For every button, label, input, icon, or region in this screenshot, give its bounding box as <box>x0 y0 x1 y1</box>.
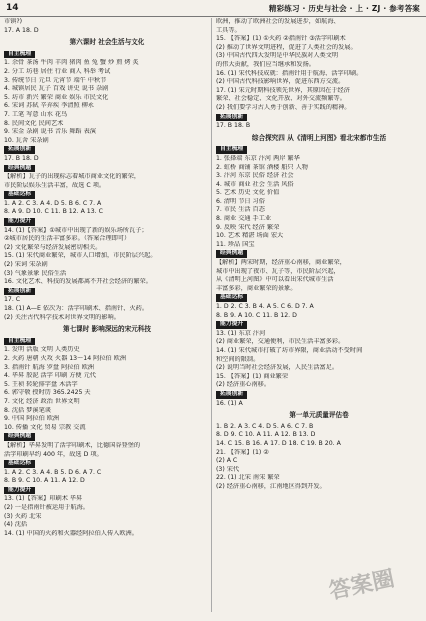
answer-line: 8. 沈括 梦溪笔谈 <box>4 406 51 414</box>
answer-line: 14. (1) 中国的火药和火器经阿拉伯人传入欧洲。 <box>4 529 138 537</box>
section-tag: 拓展创新 <box>216 114 247 122</box>
answer-line: 【解析】毕昇发明了活字印刷术，比德国谷登堡的 <box>4 441 141 449</box>
answer-line: 4. 城镇居民 瓦子 百戏 讲史 说书 杂剧 <box>4 85 109 93</box>
answer-line: 15. 【答案】(1) 商业繁荣 <box>216 372 289 380</box>
answer-line: 市镇?) <box>4 18 23 25</box>
answer-line: 5. 王祯 转轮排字盘 木活字 <box>4 380 78 388</box>
answer-line: 市民阶层娱乐生活丰富，故选 C 项。 <box>4 181 106 189</box>
answer-line: 1. 发明 活版 文明 人类历史 <box>4 346 80 354</box>
answer-line: 17. C <box>4 296 21 304</box>
section-tag: 基础达标 <box>4 460 35 468</box>
answer-line: (2) 一是指南针被运用于航海。 <box>4 504 89 512</box>
answer-line: 欧洲，推动了欧洲社会的发展进步，如航海、 <box>216 18 340 25</box>
section-tag: 自主梳理 <box>4 338 35 346</box>
section-tag: 拓展创新 <box>4 146 35 154</box>
answer-line: 16. 文化艺术、科技的发展都离不开社会经济的繁荣。 <box>4 278 152 286</box>
answer-line: 14. C 15. B 16. A 17. D 18. C 19. B 20. A <box>216 439 341 447</box>
answer-line: 13. (1)【答案】印刷术 毕昇 <box>4 495 83 503</box>
answer-line: 4. 毕昇 胶泥 活字 印刷 方便 元代 <box>4 372 96 380</box>
section-tag-row <box>4 190 210 200</box>
section-tag: 能力提升 <box>4 487 35 495</box>
answer-line: 3. 汴河 东京 民俗 经济 社会 <box>216 172 294 180</box>
answer-line: 7. 工笔 写意 山水 花鸟 <box>4 110 68 118</box>
section-tag-row <box>4 50 210 60</box>
answer-line: 1. A 2. C 3. A 4. D 5. B 6. C 7. A <box>4 199 102 207</box>
answer-line: (3) 气象景象 民俗生活 <box>4 269 67 277</box>
answer-line: 10. 瓦舍 宋杂剧 <box>4 136 49 144</box>
answer-line: 2. 火药 唐朝 火攻 火器 13～14 阿拉伯 欧洲 <box>4 354 127 362</box>
answer-line: 的伟大贡献，我们应当继承和发扬。 <box>216 60 315 68</box>
section-tag: 基础达标 <box>4 191 35 199</box>
section-tag-row <box>216 113 422 123</box>
answer-line: 14. (1) 宋代城市打破了坊市界限，商业活动不受时间 <box>216 346 363 354</box>
answer-line: (4) 沈括 <box>4 521 28 529</box>
answer-line: 3. 传统节日 元旦 元宵节 端午 中秋节 <box>4 76 107 84</box>
answer-line: 丰富多彩，商业繁荣的景象。 <box>216 284 297 292</box>
answer-line: 8. B 9. A 10. C 11. B 12. D <box>216 311 297 319</box>
answer-line: 2. 虹桥 商铺 茶馆 酒楼 船只 人物 <box>216 163 308 171</box>
lesson-title: 第七课时 影响深远的宋元科技 <box>62 325 151 334</box>
answer-line: 6. 清明 节日 习俗 <box>216 197 265 205</box>
section-tag: 能力提升 <box>216 321 247 329</box>
answer-line: 【解析】瓦子的出现标志着城市商业文化的繁荣， <box>4 173 141 181</box>
answer-line: 17. A 18. D <box>4 26 39 34</box>
answer-line: 9. 宋金 杂剧 说书 音乐 舞蹈 表演 <box>4 128 96 136</box>
answer-line: 8. D 9. C 10. A 11. A 12. B 13. D <box>216 431 316 439</box>
answer-line: 【解析】两宋时期，经济重心南移，商业繁荣， <box>216 259 346 267</box>
answer-line: 6. 宋词 苏轼 辛弃疾 李清照 柳永 <box>4 102 94 110</box>
answer-line: (2) 宋词 宋杂剧 <box>4 261 48 269</box>
section-tag-row <box>216 390 422 400</box>
answer-line: 2. 分工 坊巷 居住 行业 商人 科举 考试 <box>4 67 111 75</box>
section-tag-row <box>4 486 210 496</box>
answer-line: 3. 指南针 航海 罗盘 阿拉伯 欧洲 <box>4 363 94 371</box>
answer-line: (2) 经济重心南移，江南地区得到开发。 <box>216 482 326 490</box>
answer-line: 5. 坊市 新兴 繁荣 商业 娱乐 市民文化 <box>4 93 109 101</box>
answer-line: (3) 中国古代四大发明是中华民族对人类文明 <box>216 52 339 60</box>
section-tag-row <box>4 164 210 174</box>
section-tag: 自主梳理 <box>216 146 247 154</box>
section-tag-row <box>4 337 210 347</box>
answer-line: 16. (1) A <box>216 399 243 407</box>
answer-line: 11. 珍品 国宝 <box>216 240 255 248</box>
answer-line: (2) 推动了世界文明进程，促进了人类社会的发展。 <box>216 43 357 51</box>
answer-line: 17. B 18. D <box>4 154 39 162</box>
answer-line: 8. B 9. C 10. A 11. A 12. D <box>4 477 85 485</box>
section-tag-row <box>216 320 422 330</box>
answer-line: 7. 文化 经济 政治 世界文明 <box>4 397 80 405</box>
answer-line: 城市中出现了夜市、瓦子等，市民阶层兴起， <box>216 267 340 275</box>
section-tag-row <box>4 432 210 442</box>
answer-line: 13. (1) 东京 汴河 <box>216 329 266 337</box>
answer-line: 17. (1) 宋元时期科技领先世界，其原因在于经济 <box>216 86 350 94</box>
answer-line: 7. 市民 生活 百态 <box>216 206 265 214</box>
answer-line: (3) 火药 北宋 <box>4 512 42 520</box>
section-tag-row <box>216 145 422 155</box>
answer-line: 1. A 2. C 3. A 4. B 5. D 6. A 7. C <box>4 468 102 476</box>
section-tag-row <box>216 249 422 259</box>
section-tag: 拓展创新 <box>216 391 247 399</box>
section-tag: 拓展创新 <box>4 288 35 296</box>
section-tag-row <box>4 217 210 227</box>
section-tag: 经典例题 <box>4 165 35 173</box>
answer-line: 17. B 18. B <box>216 122 251 130</box>
section-tag: 经典例题 <box>216 250 247 258</box>
answer-line: 21. 【答案】(1) ② <box>216 448 269 456</box>
answer-line: 9. 中国 阿拉伯 欧洲 <box>4 415 60 423</box>
answer-line: (2) 商业繁荣，交通便利，市民生活丰富多彩。 <box>216 338 345 346</box>
answer-line: 15. (1) 宋代商业繁荣，城市人口增加，市民阶层兴起。 <box>4 252 157 260</box>
answer-line: (2) 我们要学习古人勇于创新、善于实践的精神。 <box>216 103 351 111</box>
lesson-title: 第六课时 社会生活与文化 <box>69 38 145 47</box>
answer-line: (2) 文化繁荣与经济发展密切相关。 <box>4 243 102 251</box>
answer-line: 9. 反映 宋代 经济 繁荣 <box>216 223 280 231</box>
column-divider <box>211 18 212 612</box>
answer-line: 5. 艺术 历史 文化 价值 <box>216 189 280 197</box>
section-tag-row <box>216 293 422 303</box>
answer-line: 8. 民间文化 民间艺术 <box>4 119 64 127</box>
answer-line: 6. 郭守敬 授时历 365.2425 天 <box>4 389 91 397</box>
answer-line: 从《清明上河图》中可以看出宋代城市生活 <box>216 276 334 284</box>
section-tag-row <box>4 145 210 155</box>
header-title: 精彩练习 · 历史与社会 · 上 · ZJ · 参考答案 <box>268 4 420 13</box>
answer-line: (2) 说明当时社会经济发展，人民生活富足。 <box>216 364 339 372</box>
answer-line: 16. (1) 宋代科技成就：指南针用于航海、活字印刷。 <box>216 69 363 77</box>
right-column <box>216 18 422 612</box>
answer-line: 8. A 9. D 10. C 11. B 12. A 13. C <box>4 208 103 216</box>
answer-line: 1. 余骨 茶汤 牛肉 羊肉 猪肉 鱼 兔 蟹 炒 煎 烤 炙 <box>4 59 139 67</box>
section-tag: 能力提升 <box>4 218 35 226</box>
lesson-title: 综合探究四 从《清明上河图》看北宋都市生活 <box>251 133 387 142</box>
answer-line: ②城市居民的生活丰富多彩。（答案合理即可） <box>4 235 131 243</box>
lesson-title: 第一单元质量评估卷 <box>289 411 349 420</box>
section-tag-row <box>4 459 210 469</box>
answer-line: (2) 经济重心南移。 <box>216 381 271 389</box>
answer-line: 10. 艺术 精湛 场面 宏大 <box>216 232 284 240</box>
answer-line: 15. 【答案】(1) ①火药 ②指南针 ③活字印刷术 <box>216 35 346 43</box>
answer-line: 22. (1) 北宋 南宋 繁荣 <box>216 474 280 482</box>
left-column <box>4 18 210 612</box>
answer-line: 4. 城市 商业 社会 生活 风俗 <box>216 180 294 188</box>
answer-line: 1. D 2. C 3. B 4. A 5. C 6. D 7. A <box>216 303 314 310</box>
answer-line: 1. 张择端 东京 汴河 两岸 繁华 <box>216 154 300 162</box>
answer-line: 1. B 2. A 3. C 4. D 5. A 6. C 7. B <box>216 422 314 430</box>
answer-line: 工具等。 <box>216 26 241 34</box>
answer-line: 14. (1)【答案】①城市中出现了新的娱乐场所瓦子； <box>4 226 148 234</box>
answer-line: 18. (1) A—E 依次为：活字印刷术、指南针、火药。 <box>4 305 149 312</box>
answer-line: 8. 商业 交通 手工业 <box>216 215 272 223</box>
section-tag: 自主梳理 <box>4 51 35 59</box>
page-header <box>0 0 426 17</box>
answer-line: (2) 中国古代科技影响世界，促进东西方交流。 <box>216 78 345 86</box>
answer-line: 和空间的限制。 <box>216 355 260 363</box>
section-tag: 基础达标 <box>216 294 247 302</box>
answer-line: 10. 传播 文化 贸易 宗教 交流 <box>4 423 86 431</box>
answer-line: (2) A C <box>216 457 238 465</box>
answer-line: 活字印刷早约 400 年，故选 D 项。 <box>4 450 103 458</box>
answer-line: (2) 关注古代科学技术对世界文明的影响。 <box>4 313 120 321</box>
page-number: 14 <box>6 3 19 13</box>
answer-line: (3) 宋代 <box>216 465 240 473</box>
section-tag-row <box>4 287 210 297</box>
watermark-logo: 答案圈 <box>327 566 397 605</box>
answer-line: 繁荣、社会稳定、文化开放、对外交流频繁等。 <box>216 95 346 103</box>
section-tag: 经典例题 <box>4 433 35 441</box>
